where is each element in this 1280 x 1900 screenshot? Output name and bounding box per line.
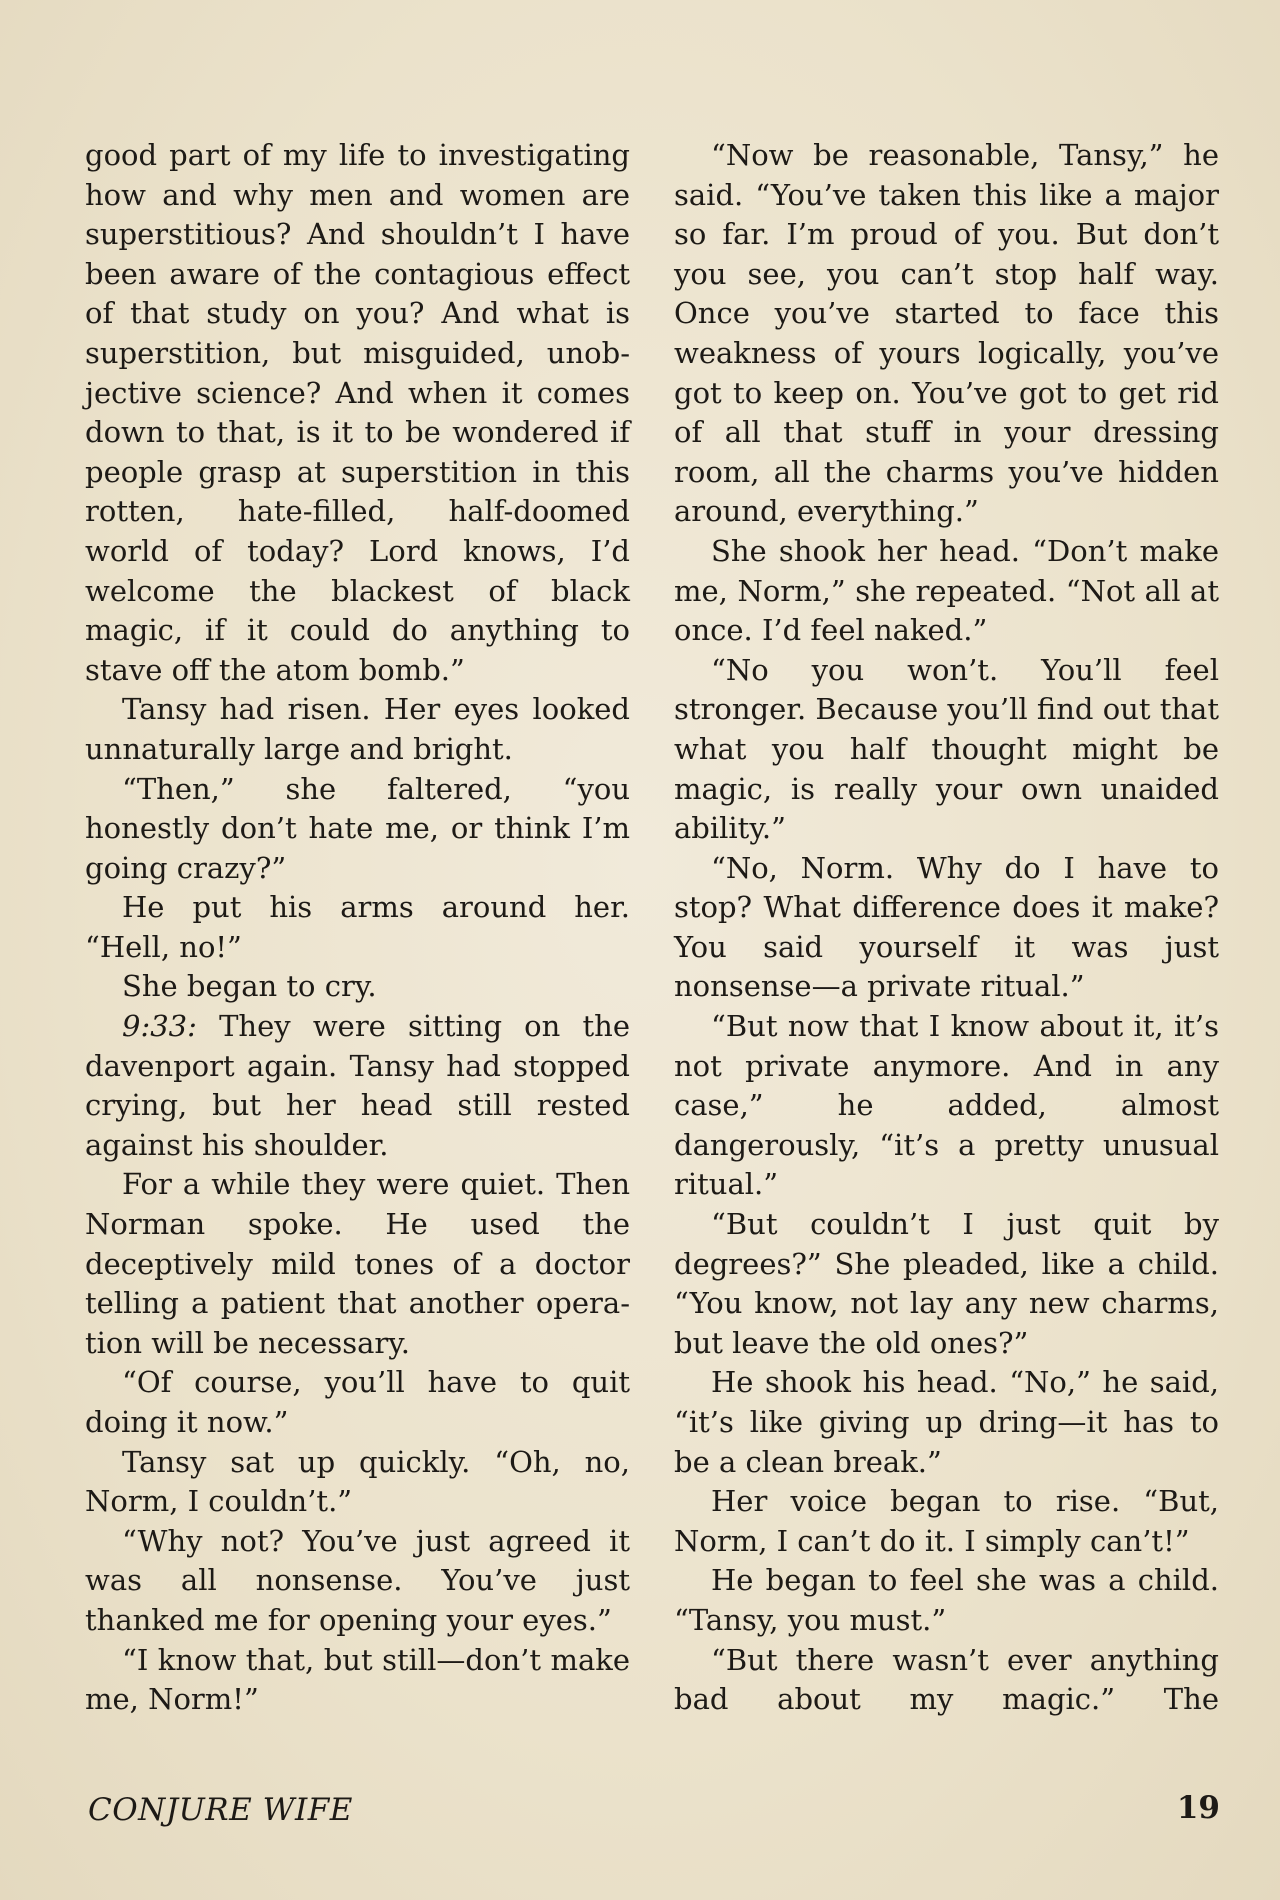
paragraph <box>85 1007 630 1165</box>
paragraph: “Then,” she faltered, “you honestly don’t hate me, or think I’m going crazy?” <box>85 771 630 885</box>
paragraph: For a while they were quiet. Then Norman spoke. He used the deceptively mild tones of a doctor telling a patient that another operation will be necessary. <box>85 1167 630 1360</box>
paragraph: Tansy sat up quickly. “Oh, no, Norm, I couldn’t.” <box>85 1444 630 1519</box>
paragraph: “Why not? You’ve just agreed it was all nonsense. You’ve just thanked me for opening your eyes.” <box>85 1523 630 1637</box>
paragraph: Her voice began to rise. “But, Norm, I can’t do it. I simply can’t!” <box>674 1484 1219 1558</box>
timestamp: 9:33: <box>122 1009 197 1044</box>
paragraph: He put his arms around her. “Hell, no!” <box>85 890 630 964</box>
paragraph: “But couldn’t I just quit by degrees?” She pleaded, like a child. “You know, not lay any new charms, but leave the old ones?” <box>674 1207 1219 1360</box>
paragraph: “Of course, you’ll have to quit doing it now.” <box>85 1365 630 1439</box>
paragraph: “But now that I know about it, it’s not private anymore. And in any case,” he added, almost dangerously, “it’s a pretty unusual ritual.” <box>674 1009 1219 1202</box>
paragraph: “Now be reasonable, Tansy,” he said. “You’ve taken this like a major so far. I’m proud of you. But don’t you see, you can’t stop half way. Once you’ve started to face this weakness of yours logically, you’ve got to keep on. You’ve got to get rid of all that stuff in your dressing room, all the charms you’ve hidden around, everything.” <box>674 138 1219 529</box>
running-footer-title: CONJURE WIFE <box>88 1792 353 1828</box>
page-number: 19 <box>1176 1790 1220 1826</box>
paragraph: good part of my life to investigating how and why men and women are superstitious? And shouldn’t I have been aware of the contagious effect of that study on you? And what is superstition, but misguided, unobjective science? And when it comes down to that, is it to be wondered if people grasp at superstition in this rotten, hate-filled, half-doomed world of today? Lord knows, I’d welcome the blackest of black magic, if it could do anything to stave off the atom bomb.” <box>85 138 630 687</box>
right-column <box>674 136 1219 1720</box>
paragraph: Tansy had risen. Her eyes looked unnaturally large and bright. <box>85 692 630 766</box>
paragraph: He began to feel she was a child. “Tansy, you must.” <box>674 1563 1219 1637</box>
paragraph: “I know that, but still—don’t make me, Norm!” <box>85 1642 630 1717</box>
paragraph: “No, Norm. Why do I have to stop? What difference does it make? You said yourself it was just nonsense—a private ritual.” <box>674 850 1219 1004</box>
paragraph: She began to cry. <box>122 969 377 1004</box>
paragraph: He shook his head. “No,” he said, “it’s like giving up dring—it has to be a clean break.” <box>674 1365 1219 1479</box>
paragraph-text: They were sitting on the davenport again. Tansy had stopped crying, but her head still rested against his shoulder. <box>85 1009 630 1162</box>
paragraph: “No you won’t. You’ll feel stronger. Because you’ll find out that what you half thought might be magic, is really your own unaided ability.” <box>674 652 1219 846</box>
left-column <box>85 136 630 1720</box>
paragraph: “But there wasn’t ever anything bad about my magic.” The <box>674 1642 1219 1717</box>
paragraph: She shook her head. “Don’t make me, Norm,” she repeated. “Not all at once. I’d feel naked.” <box>674 533 1219 648</box>
